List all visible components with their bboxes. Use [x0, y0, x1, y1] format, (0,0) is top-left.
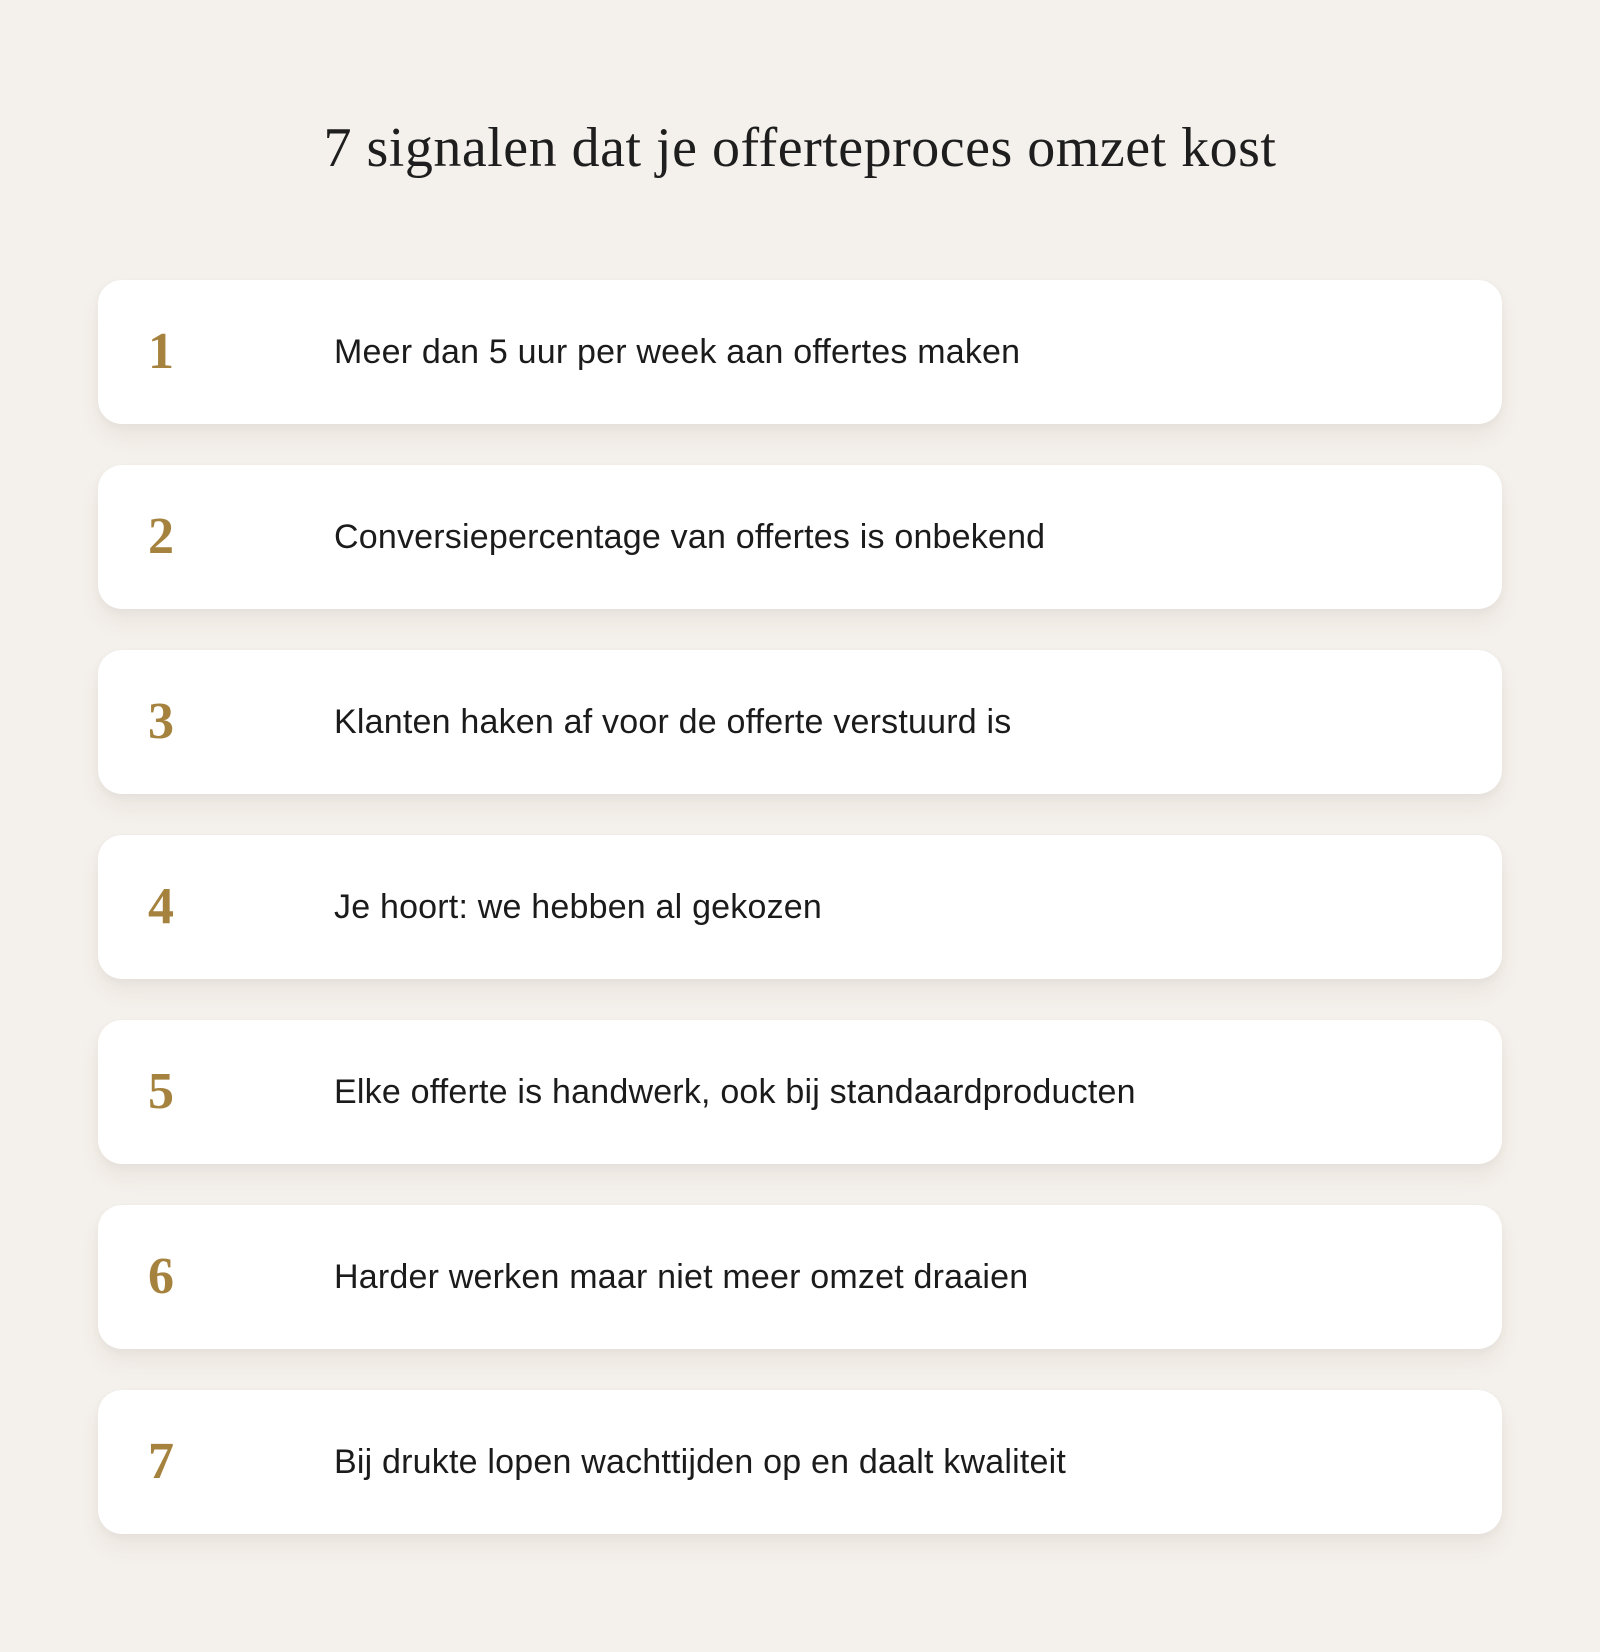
- item-label: Je hoort: we hebben al gekozen: [334, 888, 823, 927]
- page-title: 7 signalen dat je offerteproces omzet kost: [323, 117, 1277, 179]
- item-label: Klanten haken af voor de offerte verstuurd is: [334, 703, 1012, 742]
- list-item: [98, 1390, 1502, 1534]
- item-number: 4: [148, 878, 174, 936]
- item-number: 1: [148, 323, 174, 381]
- item-label: Elke offerte is handwerk, ook bij standaardproducten: [334, 1073, 1136, 1112]
- list-item: [98, 650, 1502, 794]
- item-number: 2: [148, 508, 174, 566]
- list-item: [98, 1020, 1502, 1164]
- item-label: Meer dan 5 uur per week aan offertes maken: [334, 333, 1021, 372]
- list-item: [98, 835, 1502, 979]
- item-number: 5: [148, 1063, 174, 1121]
- item-label: Harder werken maar niet meer omzet draaien: [334, 1258, 1029, 1297]
- item-number: 3: [148, 693, 174, 751]
- list-item: [98, 1205, 1502, 1349]
- signal-list: [98, 280, 1502, 1534]
- item-number: 6: [148, 1248, 174, 1306]
- item-label: Conversiepercentage van offertes is onbekend: [334, 518, 1046, 557]
- item-number: 7: [148, 1433, 174, 1491]
- list-item: [98, 280, 1502, 424]
- list-item: [98, 465, 1502, 609]
- item-label: Bij drukte lopen wachttijden op en daalt kwaliteit: [334, 1443, 1066, 1482]
